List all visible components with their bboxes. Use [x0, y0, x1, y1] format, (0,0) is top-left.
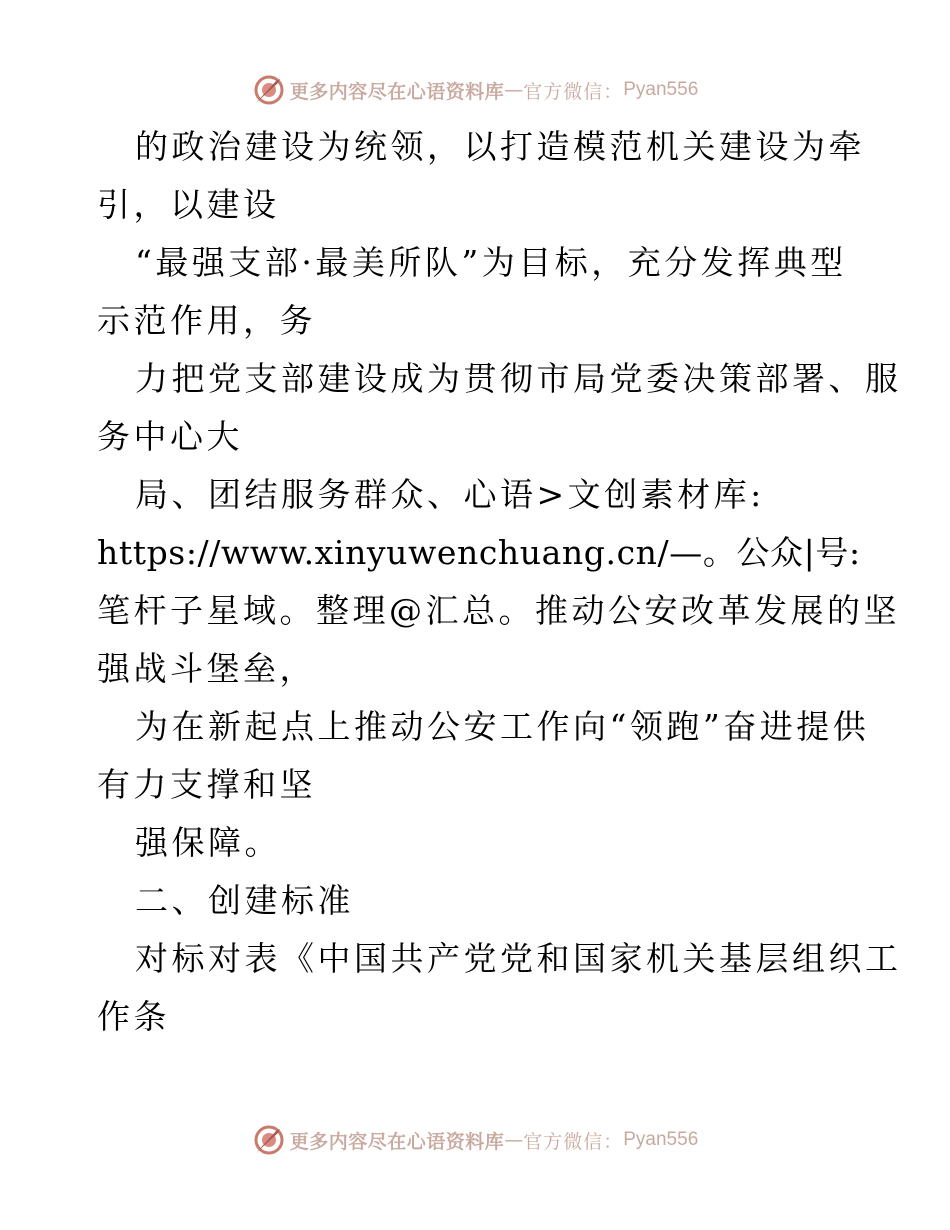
watermark-separator: —	[504, 79, 524, 101]
watermark-wechat-label: 官方微信：	[523, 80, 624, 103]
header-watermark	[0, 70, 950, 110]
section-heading: 二、创建标准	[135, 881, 354, 920]
quill-logo-icon	[252, 1123, 286, 1157]
text-line: 有力支撑和坚	[97, 765, 316, 804]
quill-logo-icon	[252, 73, 286, 107]
text-line: 强保障。	[135, 823, 281, 862]
footer-watermark	[0, 1120, 950, 1160]
text-line: 的政治建设为统领，以打造模范机关建设为牵	[135, 127, 865, 166]
text-line: 引，以建设	[97, 185, 280, 224]
watermark-brand: 更多内容尽在心语资料库	[289, 80, 505, 103]
text-line: “最强支部·最美所队”为目标，充分发挥典型	[135, 243, 847, 282]
text-line: 作条	[97, 997, 170, 1036]
text-line: 力把党支部建设成为贯彻市局党委决策部署、服	[135, 359, 902, 398]
text-line: 为在新起点上推动公安工作向“领跑”奋进提供	[135, 707, 870, 746]
text-line: 务中心大	[97, 417, 243, 456]
watermark-brand: 更多内容尽在心语资料库	[289, 1130, 505, 1153]
text-line-url: https://www.xinyuwenchuang.cn/—。公众|号:	[97, 533, 861, 572]
watermark-wechat-label: 官方微信：	[523, 1130, 624, 1153]
watermark-wechat-id: Pyan556	[623, 1129, 699, 1150]
text-line: 笔杆子星域。整理@汇总。推动公安改革发展的坚	[97, 591, 900, 630]
watermark-separator: —	[504, 1129, 524, 1151]
text-line: 示范作用，务	[97, 301, 316, 340]
text-line: 局、团结服务群众、心语>文创素材库:	[135, 475, 765, 514]
document-body	[97, 118, 902, 1046]
watermark-wechat-id: Pyan556	[623, 79, 699, 100]
text-line: 强战斗堡垒，	[97, 649, 316, 688]
text-line: 对标对表《中国共产党党和国家机关基层组织工	[135, 939, 902, 978]
